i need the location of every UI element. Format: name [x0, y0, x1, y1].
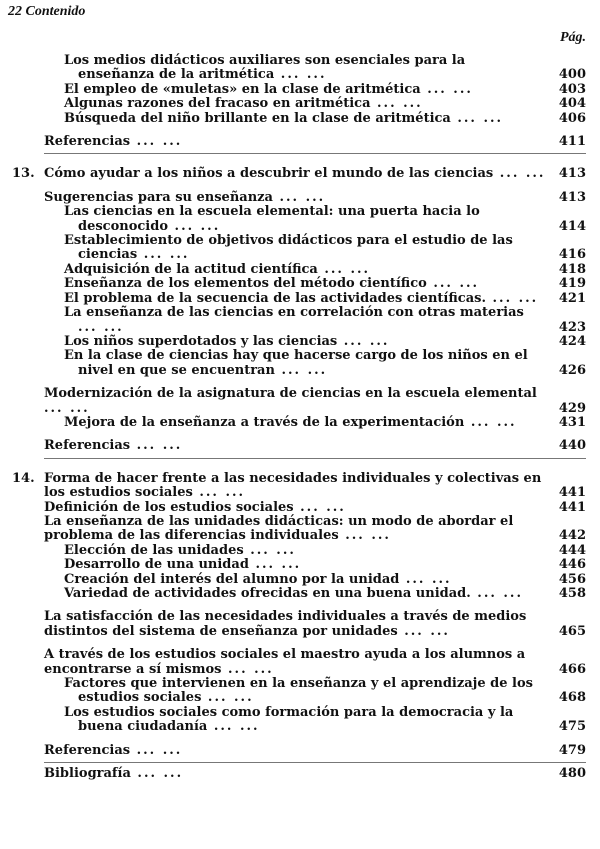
dot-leader: ... ...	[130, 134, 183, 150]
toc-entry[interactable]	[0, 112, 600, 126]
entry-body	[44, 439, 546, 453]
toc-entry[interactable]	[0, 167, 600, 181]
dot-leader: ... ...	[274, 67, 327, 83]
page-number: 444	[558, 542, 586, 558]
toc-entry[interactable]	[0, 558, 600, 572]
entry-title: Búsqueda del niño brillante en la clase de aritmética	[64, 110, 451, 126]
toc-entry[interactable]	[0, 387, 600, 416]
entry-title: Sugerencias para su enseñanza	[44, 189, 273, 205]
page-number: 475	[558, 719, 586, 735]
entry-body	[64, 205, 546, 234]
toc-entry[interactable]	[0, 544, 600, 558]
entry-title: Referencias	[44, 134, 131, 150]
entry-body	[64, 306, 546, 335]
chapter-number: 14.	[12, 470, 35, 486]
entry-title: Referencias	[44, 438, 131, 454]
toc-entry[interactable]	[0, 263, 600, 277]
toc-entry[interactable]	[0, 54, 600, 83]
dot-leader: ... ...	[243, 542, 296, 558]
toc-entry[interactable]	[0, 587, 600, 601]
entry-title: El empleo de «muletas» en la clase de aritmética	[64, 81, 421, 97]
page-number: 442	[558, 528, 586, 544]
table-of-contents	[0, 54, 600, 781]
page-number: 416	[558, 247, 586, 263]
entry-title: Bibliografía	[44, 766, 131, 782]
toc-entry[interactable]	[0, 515, 600, 544]
page-number: 446	[558, 557, 586, 573]
page-number: 414	[558, 218, 586, 234]
entry-title: Las ciencias en la escuela elemental: una puerta hacia lo desconocido	[64, 204, 480, 234]
dot-leader: ... ...	[248, 557, 302, 573]
toc-entry[interactable]	[0, 205, 600, 234]
toc-entry[interactable]	[0, 335, 600, 349]
toc-entry[interactable]	[0, 277, 600, 291]
dot-leader: ... ...	[337, 333, 390, 349]
page-number: 411	[558, 134, 586, 150]
page-number: 465	[558, 623, 586, 639]
dot-leader: ... ...	[272, 189, 326, 205]
page-number: 480	[558, 766, 586, 782]
toc-entry[interactable]	[0, 349, 600, 378]
page-number: 404	[558, 96, 586, 112]
page-number: 423	[558, 319, 586, 335]
dot-leader: ... ...	[78, 319, 124, 335]
toc-entry[interactable]	[0, 677, 600, 706]
entry-body	[44, 501, 546, 515]
dot-leader: ... ...	[130, 438, 183, 454]
entry-body	[44, 515, 546, 544]
toc-entry[interactable]	[0, 135, 600, 149]
toc-entry[interactable]	[0, 648, 600, 677]
page-number: 413	[558, 189, 586, 205]
entry-body	[64, 416, 546, 430]
dot-leader: ... ...	[130, 766, 184, 782]
entry-title: Referencias	[44, 742, 131, 758]
page-number: 403	[558, 81, 586, 97]
entry-title: Definición de los estudios sociales	[44, 499, 294, 515]
entry-body	[44, 744, 546, 758]
page-number: 419	[558, 276, 586, 292]
toc-entry[interactable]	[0, 292, 600, 306]
dot-leader: ... ...	[486, 290, 539, 306]
dot-leader: ... ...	[470, 586, 523, 601]
dot-leader: ... ...	[420, 81, 473, 97]
entry-body	[44, 167, 546, 181]
toc-entry[interactable]	[0, 234, 600, 263]
entry-body	[44, 648, 546, 677]
toc-entry[interactable]	[0, 744, 600, 758]
dot-leader: ... ...	[397, 623, 450, 639]
page-number: 468	[558, 690, 586, 706]
chapter-number: 13.	[12, 166, 35, 182]
dot-leader: ... ...	[201, 690, 254, 706]
entry-body	[44, 191, 546, 205]
page-number: 424	[558, 333, 586, 349]
page-column-label: Pág.	[559, 30, 586, 45]
entry-title: Cómo ayudar a los niños a descubrir el mundo de las ciencias	[44, 166, 494, 182]
entry-body	[64, 349, 546, 378]
page-number: 421	[558, 290, 586, 306]
toc-entry[interactable]	[0, 573, 600, 587]
page-number: 406	[558, 110, 586, 126]
entry-title: Creación del interés del alumno por la unidad	[64, 571, 400, 587]
entry-title: La enseñanza de las ciencias en correlación con otras materias	[64, 305, 524, 321]
entry-title: Adquisición de la actitud científica	[64, 261, 318, 277]
toc-entry[interactable]	[0, 706, 600, 735]
page-number: 466	[558, 661, 586, 677]
section-divider	[44, 153, 586, 154]
entry-title: La enseñanza de las unidades didácticas: un modo de abordar el problema de las diferencias individuales	[44, 513, 514, 544]
dot-leader: ... ...	[370, 96, 423, 112]
entry-title: Establecimiento de objetivos didácticos para el estudio de las ciencias	[64, 233, 513, 263]
entry-title: Modernización de la asignatura de ciencias en la escuela elemental	[44, 386, 537, 402]
toc-entry[interactable]	[0, 97, 600, 111]
entry-body	[64, 263, 546, 277]
entry-title: Forma de hacer frente a las necesidades individuales y colectivas en los estudios sociales	[44, 470, 542, 501]
toc-entry[interactable]	[0, 501, 600, 515]
entry-title: Algunas razones del fracaso en aritmética	[64, 96, 371, 112]
page-number: 429	[558, 400, 586, 416]
page-number: 413	[558, 166, 586, 182]
page-number: 479	[558, 742, 586, 758]
entry-title: Los medios didácticos auxiliares son esenciales para la enseñanza de la aritmética	[64, 53, 466, 83]
entry-body	[64, 573, 546, 587]
toc-entry[interactable]	[0, 416, 600, 430]
entry-title: A través de los estudios sociales el maestro ayuda a los alumnos a encontrarse a sí mismos	[44, 647, 526, 677]
dot-leader: ... ...	[44, 400, 90, 416]
dot-leader: ... ...	[221, 661, 274, 677]
section-divider	[44, 762, 586, 763]
entry-body	[64, 706, 546, 735]
entry-body	[44, 767, 546, 781]
entry-title: Los niños superdotados y las ciencias	[64, 333, 338, 349]
entry-title: Enseñanza de los elementos del método científico	[64, 276, 427, 292]
entry-body	[64, 544, 546, 558]
toc-entry[interactable]	[0, 83, 600, 97]
entry-body	[44, 135, 546, 149]
page-number: 440	[558, 438, 586, 454]
toc-entry[interactable]	[0, 306, 600, 335]
dot-leader: ... ...	[493, 166, 546, 182]
page-number: 418	[558, 261, 586, 277]
entry-title: La satisfacción de las necesidades individuales a través de medios distintos del sistema de enseñanza por unidades	[44, 609, 527, 639]
page-number: 441	[558, 499, 586, 515]
toc-entry[interactable]	[0, 472, 600, 501]
entry-body	[64, 677, 546, 706]
section-divider	[44, 458, 586, 459]
entry-title: Variedad de actividades ofrecidas en una buena unidad.	[64, 586, 471, 601]
running-header: 22 Contenido	[8, 4, 86, 19]
page-number: 456	[558, 571, 586, 587]
entry-body	[64, 335, 546, 349]
entry-title: Elección de las unidades	[64, 542, 244, 558]
dot-leader: ... ...	[130, 742, 183, 758]
entry-body	[44, 610, 546, 639]
entry-title: Factores que intervienen en la enseñanza y el aprendizaje de los estudios sociales	[64, 676, 533, 706]
dot-leader: ... ...	[399, 571, 452, 587]
entry-body	[64, 292, 546, 306]
dot-leader: ... ...	[207, 719, 260, 735]
entry-body	[64, 83, 546, 97]
dot-leader: ... ...	[317, 261, 371, 277]
entry-body	[64, 234, 546, 263]
toc-entry[interactable]	[0, 191, 600, 205]
page-number: 400	[558, 67, 586, 83]
entry-body	[64, 277, 546, 291]
entry-body	[64, 97, 546, 111]
page-number: 458	[558, 586, 586, 601]
dot-leader: ... ...	[274, 362, 328, 378]
entry-body	[44, 472, 546, 501]
toc-entry[interactable]	[0, 439, 600, 453]
toc-entry[interactable]	[0, 767, 600, 781]
dot-leader: ... ...	[450, 110, 504, 126]
page-number: 441	[558, 485, 586, 501]
entry-body	[64, 558, 546, 572]
dot-leader: ... ...	[168, 218, 221, 234]
page-number: 431	[558, 414, 586, 430]
entry-body	[44, 387, 546, 416]
entry-body	[64, 54, 546, 83]
entry-title: Los estudios sociales como formación para la democracia y la buena ciudadanía	[64, 704, 514, 735]
dot-leader: ... ...	[293, 499, 346, 515]
dot-leader: ... ...	[464, 414, 517, 430]
entry-body	[64, 112, 546, 126]
dot-leader: ... ...	[137, 247, 190, 263]
toc-entry[interactable]	[0, 610, 600, 639]
dot-leader: ... ...	[338, 528, 391, 544]
entry-title: El problema de la secuencia de las actividades científicas.	[64, 290, 486, 306]
entry-body	[64, 587, 546, 601]
entry-title: En la clase de ciencias hay que hacerse cargo de los niños en el nivel en que se encuentran	[64, 348, 528, 378]
dot-leader: ... ...	[192, 485, 246, 501]
dot-leader: ... ...	[426, 276, 480, 292]
entry-title: Desarrollo de una unidad	[64, 557, 249, 573]
page-number: 426	[558, 362, 586, 378]
entry-title: Mejora de la enseñanza a través de la experimentación	[64, 414, 465, 430]
